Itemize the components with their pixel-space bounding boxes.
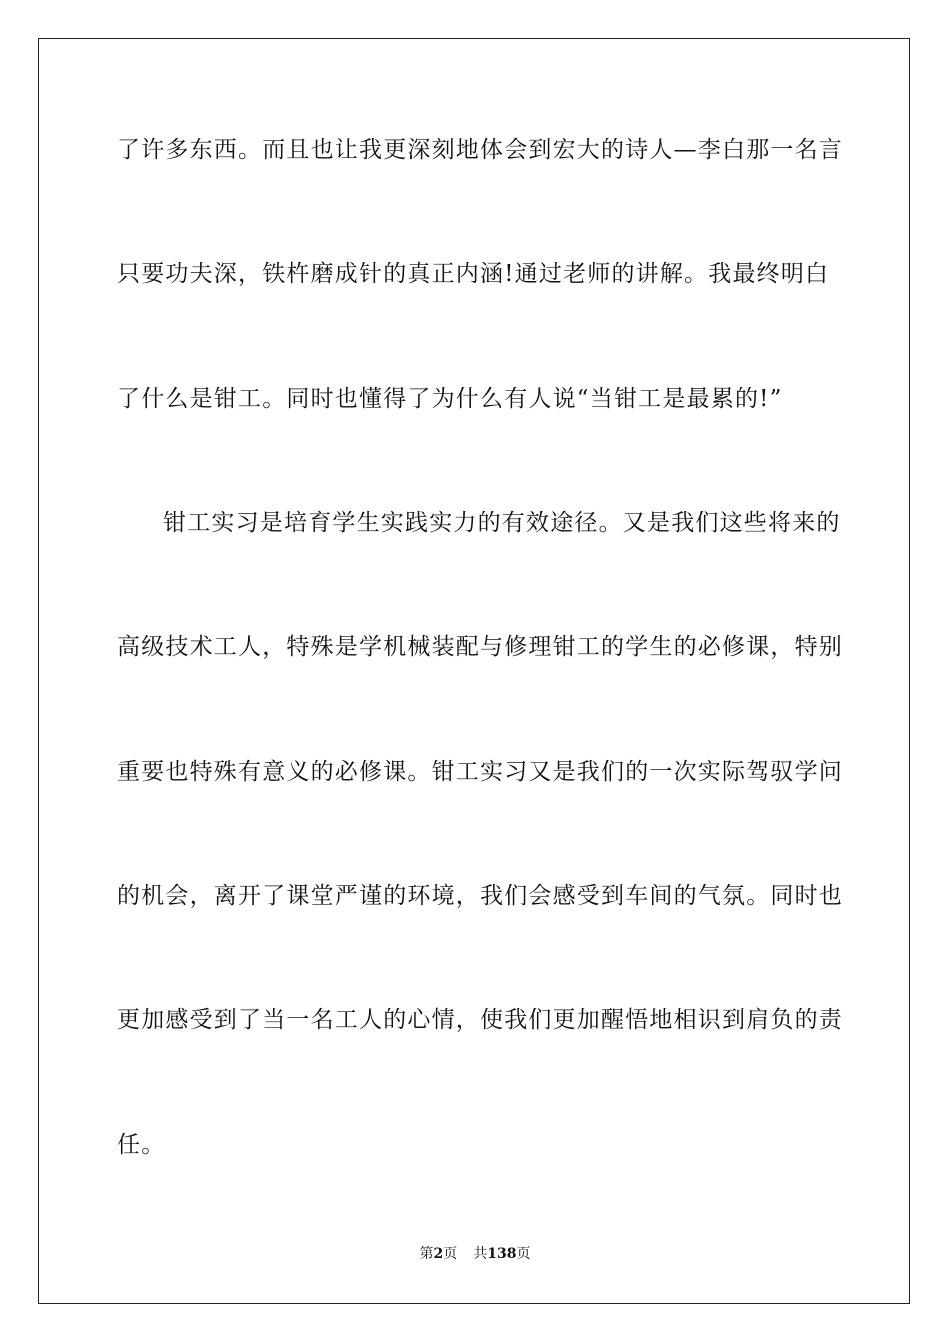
paragraph-line: 高级技术工人，特殊是学机械装配与修理钳工的学生的必修课，特别 <box>117 634 843 660</box>
paragraph-line: 了许多东西。而且也让我更深刻地体会到宏大的诗人—李白那一名言 <box>117 137 843 163</box>
page-prefix: 第 <box>419 1246 434 1262</box>
paragraph-line: 重要也特殊有意义的必修课。钳工实习又是我们的一次实际驾驭学问 <box>117 759 843 785</box>
page-footer <box>0 1245 950 1263</box>
page-suffix: 页 <box>443 1246 458 1262</box>
paragraph-line: 的机会，离开了课堂严谨的环境，我们会感受到车间的气氛。同时也 <box>117 883 843 909</box>
total-page-count: 138 <box>487 1246 517 1262</box>
total-suffix: 页 <box>516 1246 531 1262</box>
paragraph-line: 只要功夫深，铁杵磨成针的真正内涵!通过老师的讲解。我最终明白 <box>117 261 830 287</box>
paragraph-line: 任。 <box>117 1132 166 1158</box>
paragraph-line: 了什么是钳工。同时也懂得了为什么有人说“当钳工是最累的!” <box>117 386 783 412</box>
paragraph-line: 更加感受到了当一名工人的心情，使我们更加醒悟地相识到肩负的责 <box>117 1007 843 1033</box>
page-border <box>38 38 910 1304</box>
current-page-number: 2 <box>433 1246 444 1262</box>
paragraph-line: 钳工实习是培育学生实践实力的有效途径。又是我们这些将来的 <box>163 510 841 536</box>
total-prefix: 共 <box>473 1246 488 1262</box>
